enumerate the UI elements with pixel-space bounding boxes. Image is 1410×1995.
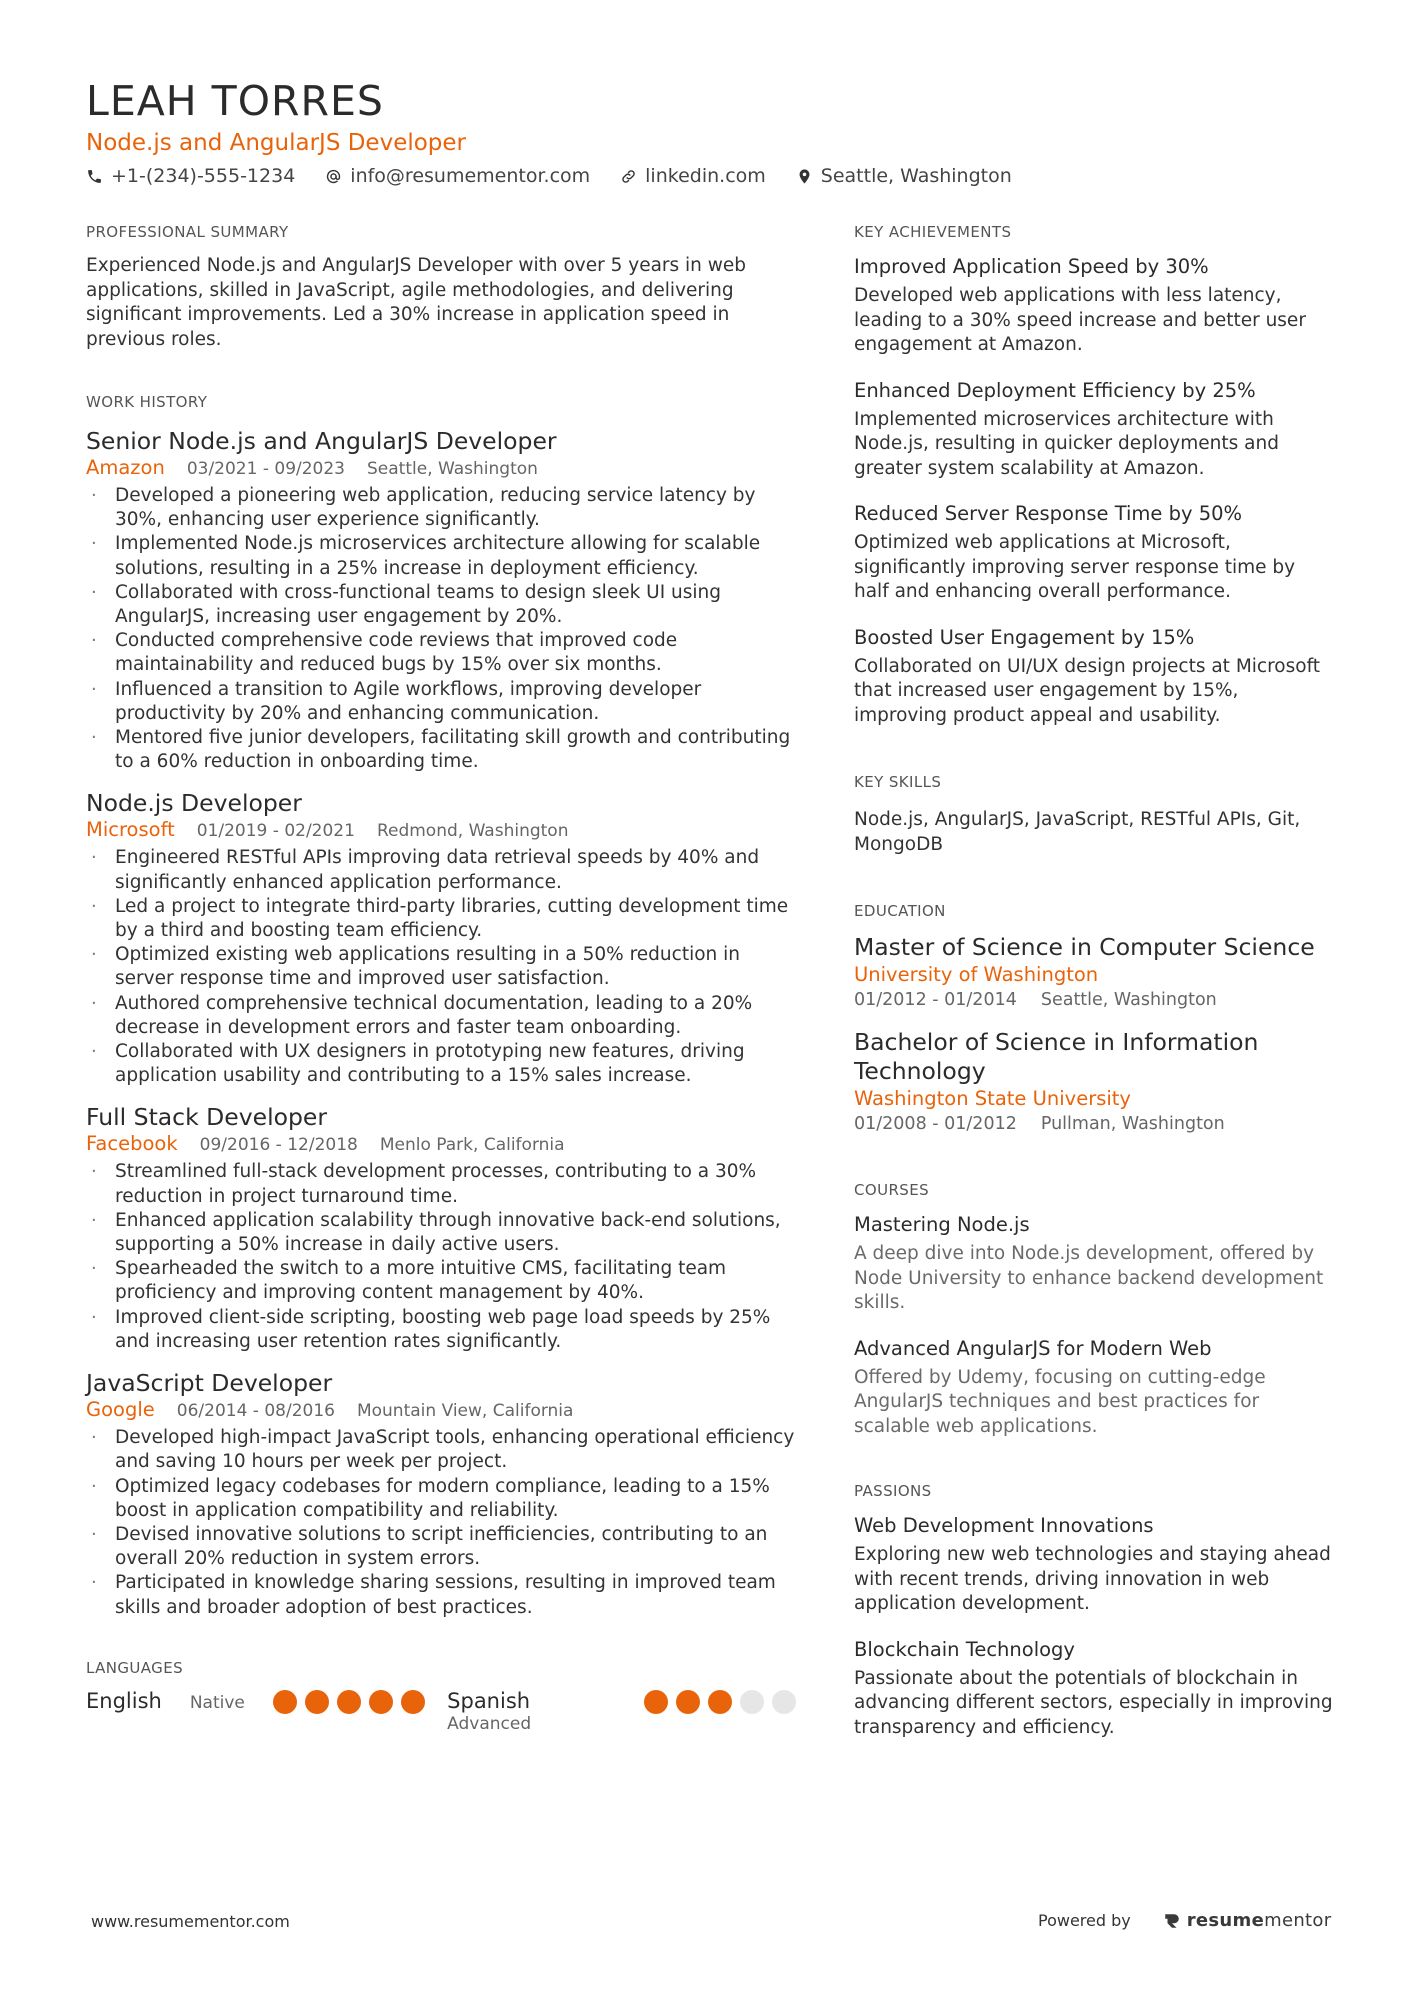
education-meta xyxy=(854,988,1334,1012)
brand-name-bold: resume xyxy=(1186,1910,1265,1931)
job-meta xyxy=(86,1398,796,1423)
job-bullet: · Implemented Node.js microservices architecture allowing for scalable solutions, resulting in a 25% increase in deployment efficiency. xyxy=(86,532,796,580)
rating-dot-filled xyxy=(305,1690,329,1714)
job-location: Redmond, Washington xyxy=(376,821,569,842)
footer-website-link[interactable]: www.resumementor.com xyxy=(91,1912,290,1931)
job-bullet: · Influenced a transition to Agile workflows, improving developer productivity by 20% and enhancing communication. xyxy=(86,678,796,726)
job-bullets xyxy=(86,484,796,774)
education-dates: 01/2008 - 01/2012 xyxy=(854,1114,1017,1134)
work-history-heading: WORK HISTORY xyxy=(86,393,208,411)
page-footer xyxy=(0,1904,1410,1944)
job-bullet: · Streamlined full-stack development processes, contributing to a 30% reduction in project turnaround time. xyxy=(86,1160,796,1208)
education-location: Seattle, Washington xyxy=(1040,990,1217,1010)
job-bullet: · Led a project to integrate third-party libraries, cutting development time by a third and boosting team efficiency. xyxy=(86,895,796,943)
job-title: JavaScript Developer xyxy=(86,1369,333,1398)
job-meta xyxy=(86,456,796,481)
achievement-desc: Optimized web applications at Microsoft, significantly improving server response time by half and enhancing overall performance. xyxy=(854,532,1296,602)
rating-dot-filled xyxy=(337,1690,361,1714)
passion-title: Web Development Innovations xyxy=(854,1514,1154,1537)
language-level: Advanced xyxy=(447,1713,532,1734)
language-level: Native xyxy=(189,1692,245,1713)
job-bullet: · Developed a pioneering web application, reducing service latency by 30%, enhancing user experience significantly. xyxy=(86,484,796,532)
course-desc: A deep dive into Node.js development, offered by Node University to enhance backend development skills. xyxy=(854,1243,1324,1313)
job-title: Node.js Developer xyxy=(86,789,302,818)
job-bullet: · Spearheaded the switch to a more intuitive CMS, facilitating team proficiency and improving content management by 40%. xyxy=(86,1257,796,1305)
education-degree: Bachelor of Science in Information Technology xyxy=(854,1028,1259,1085)
course-item xyxy=(854,1212,1334,1316)
candidate-title: Node.js and AngularJS Developer xyxy=(86,130,467,156)
job-bullet: · Devised innovative solutions to script inefficiencies, contributing to an overall 20% reduction in system errors. xyxy=(86,1523,796,1571)
languages-heading: LANGUAGES xyxy=(86,1658,184,1677)
contact-email[interactable] xyxy=(325,162,590,190)
job-dates: 01/2019 - 02/2021 xyxy=(196,821,355,842)
brand-logo[interactable] xyxy=(1163,1910,1332,1931)
brand-mark-icon xyxy=(1163,1912,1181,1930)
job-bullet: · Collaborated with UX designers in prototyping new features, driving application usability and contributing to a 15% sales increase. xyxy=(86,1040,796,1088)
job-company: Microsoft xyxy=(86,818,175,842)
achievement-desc: Developed web applications with less latency, leading to a 30% speed increase and better user engagement at Amazon. xyxy=(854,285,1306,355)
job-company: Facebook xyxy=(86,1132,178,1156)
education-heading: EDUCATION xyxy=(854,902,946,920)
job-title: Full Stack Developer xyxy=(86,1103,328,1132)
language-item xyxy=(86,1688,425,1734)
contact-bar xyxy=(86,162,1326,190)
job-dates: 09/2016 - 12/2018 xyxy=(199,1135,358,1156)
passions-section xyxy=(854,1481,1334,1740)
summary-heading: PROFESSIONAL SUMMARY xyxy=(86,223,289,241)
left-column xyxy=(86,222,796,1734)
job-bullet: · Optimized legacy codebases for modern compliance, leading to a 15% boost in application compatibility and reliability. xyxy=(86,1475,796,1523)
language-name: English xyxy=(86,1688,162,1713)
course-title: Mastering Node.js xyxy=(854,1213,1030,1236)
job-dates: 03/2021 - 09/2023 xyxy=(186,459,346,479)
job-location: Menlo Park, California xyxy=(379,1135,565,1156)
skills-heading: KEY SKILLS xyxy=(854,773,942,791)
job-bullet: · Collaborated with cross-functional teams to design sleek UI using AngularJS, increasing user engagement by 20%. xyxy=(86,581,796,629)
footer-powered-by xyxy=(1038,1910,1331,1931)
location-text: Seattle, Washington xyxy=(820,165,1012,187)
summary-section xyxy=(86,222,796,352)
job-bullets xyxy=(86,846,796,1088)
job-meta xyxy=(86,818,796,843)
achievement-item xyxy=(854,625,1334,729)
job-bullet: · Engineered RESTful APIs improving data retrieval speeds by 40% and significantly enhanced application performance. xyxy=(86,846,796,894)
language-name: Spanish xyxy=(447,1688,531,1713)
education-school: University of Washington xyxy=(854,963,1099,986)
course-desc: Offered by Udemy, focusing on cutting-edge AngularJS techniques and best practices for scalable web applications. xyxy=(854,1366,1266,1437)
passion-item xyxy=(854,1513,1334,1617)
passion-item xyxy=(854,1637,1334,1741)
rating-dot-empty xyxy=(772,1690,796,1714)
job-company: Amazon xyxy=(86,456,165,479)
job-title: Senior Node.js and AngularJS Developer xyxy=(86,427,557,455)
job-entry xyxy=(86,1368,796,1620)
education-school: Washington State University xyxy=(854,1087,1131,1110)
education-dates: 01/2012 - 01/2014 xyxy=(854,990,1017,1010)
language-rating xyxy=(273,1690,425,1714)
candidate-name: LEAH TORRES xyxy=(86,77,384,125)
rating-dot-filled xyxy=(273,1690,297,1714)
job-bullet: · Optimized existing web applications resulting in a 50% reduction in server response time and improved user satisfaction. xyxy=(86,943,796,991)
courses-heading: COURSES xyxy=(854,1181,930,1199)
education-location: Pullman, Washington xyxy=(1040,1114,1225,1134)
rating-dot-filled xyxy=(369,1690,393,1714)
phone-text: +1-(234)-555-1234 xyxy=(111,165,296,187)
job-bullet: · Participated in knowledge sharing sessions, resulting in improved team skills and broader adoption of best practices. xyxy=(86,1571,796,1619)
skills-text: Node.js, AngularJS, JavaScript, RESTful APIs, Git, MongoDB xyxy=(854,809,1301,855)
linkedin-text: linkedin.com xyxy=(645,165,766,187)
education-item xyxy=(854,933,1334,1012)
right-column xyxy=(854,222,1334,1740)
language-rating xyxy=(644,1690,796,1714)
job-dates: 06/2014 - 08/2016 xyxy=(176,1401,335,1422)
resume-header xyxy=(86,76,1326,190)
link-icon xyxy=(620,168,637,185)
job-bullet: · Mentored five junior developers, facilitating skill growth and contributing to a 60% reduction in onboarding time. xyxy=(86,726,796,774)
job-location: Mountain View, California xyxy=(356,1401,574,1422)
job-bullet: · Authored comprehensive technical documentation, leading to a 20% decrease in development errors and faster team onboarding. xyxy=(86,992,796,1040)
education-meta xyxy=(854,1112,1334,1136)
job-meta xyxy=(86,1132,796,1157)
language-item xyxy=(447,1688,796,1734)
course-title: Advanced AngularJS for Modern Web xyxy=(854,1336,1212,1360)
education-section xyxy=(854,901,1334,1136)
job-bullet: · Conducted comprehensive code reviews that improved code maintainability and reduced bugs by 15% over six months. xyxy=(86,629,796,677)
languages-section xyxy=(86,1658,796,1734)
job-entry xyxy=(86,788,796,1088)
courses-section xyxy=(854,1180,1334,1439)
at-icon xyxy=(325,168,342,185)
contact-linkedin[interactable] xyxy=(620,162,766,190)
achievement-title: Boosted User Engagement by 15% xyxy=(854,625,1195,649)
map-pin-icon xyxy=(796,168,813,185)
education-degree: Master of Science in Computer Science xyxy=(854,933,1315,961)
job-entry xyxy=(86,1102,796,1354)
job-bullet: · Improved client-side scripting, boosting web page load speeds by 25% and increasing user retention rates significantly. xyxy=(86,1306,796,1354)
education-item xyxy=(854,1028,1334,1136)
achievement-item xyxy=(854,501,1334,605)
job-entry xyxy=(86,426,796,774)
job-bullet: · Enhanced application scalability through innovative back-end solutions, supporting a 50% increase in daily active users. xyxy=(86,1209,796,1257)
rating-dot-empty xyxy=(740,1690,764,1714)
languages-row xyxy=(86,1688,796,1734)
achievement-desc: Implemented microservices architecture with Node.js, resulting in quicker deployments and greater system scalability at Amazon. xyxy=(854,408,1279,479)
powered-by-label: Powered by xyxy=(1038,1911,1131,1930)
rating-dot-filled xyxy=(676,1690,700,1714)
achievement-title: Enhanced Deployment Efficiency by 25% xyxy=(854,378,1256,402)
contact-phone[interactable] xyxy=(86,162,295,190)
skills-section xyxy=(854,772,1334,857)
job-company: Google xyxy=(86,1398,155,1422)
passion-desc: Passionate about the potentials of blockchain in advancing different sectors, especially in improving transparency and efficiency. xyxy=(854,1667,1333,1738)
achievement-title: Improved Application Speed by 30% xyxy=(854,255,1209,278)
phone-icon xyxy=(86,168,103,185)
achievement-item xyxy=(854,254,1334,358)
course-item xyxy=(854,1336,1334,1440)
email-text: info@resumementor.com xyxy=(350,165,591,187)
achievements-section xyxy=(854,222,1334,728)
rating-dot-filled xyxy=(401,1690,425,1714)
achievements-heading: KEY ACHIEVEMENTS xyxy=(854,223,1012,241)
job-bullet: · Developed high-impact JavaScript tools, enhancing operational efficiency and saving 10 hours per week per project. xyxy=(86,1426,796,1474)
job-bullets xyxy=(86,1160,796,1354)
rating-dot-filled xyxy=(708,1690,732,1714)
passion-title: Blockchain Technology xyxy=(854,1637,1075,1661)
summary-text: Experienced Node.js and AngularJS Developer with over 5 years in web applications, skilled in JavaScript, agile methodologies, and delivering significant improvements. Led a 30% increase in application speed in previous roles. xyxy=(86,255,747,350)
achievement-desc: Collaborated on UI/UX design projects at Microsoft that increased user engagement by 15%, improving product appeal and usability. xyxy=(854,655,1321,726)
brand-name-rest: mentor xyxy=(1264,1910,1332,1931)
job-bullets xyxy=(86,1426,796,1620)
passion-desc: Exploring new web technologies and staying ahead with recent trends, driving innovation in web application development. xyxy=(854,1544,1331,1614)
passions-heading: PASSIONS xyxy=(854,1482,932,1500)
job-location: Seattle, Washington xyxy=(367,459,538,479)
contact-location xyxy=(796,162,1012,190)
work-history-section xyxy=(86,392,796,1620)
rating-dot-filled xyxy=(644,1690,668,1714)
achievement-title: Reduced Server Response Time by 50% xyxy=(854,502,1243,525)
achievement-item xyxy=(854,378,1334,482)
